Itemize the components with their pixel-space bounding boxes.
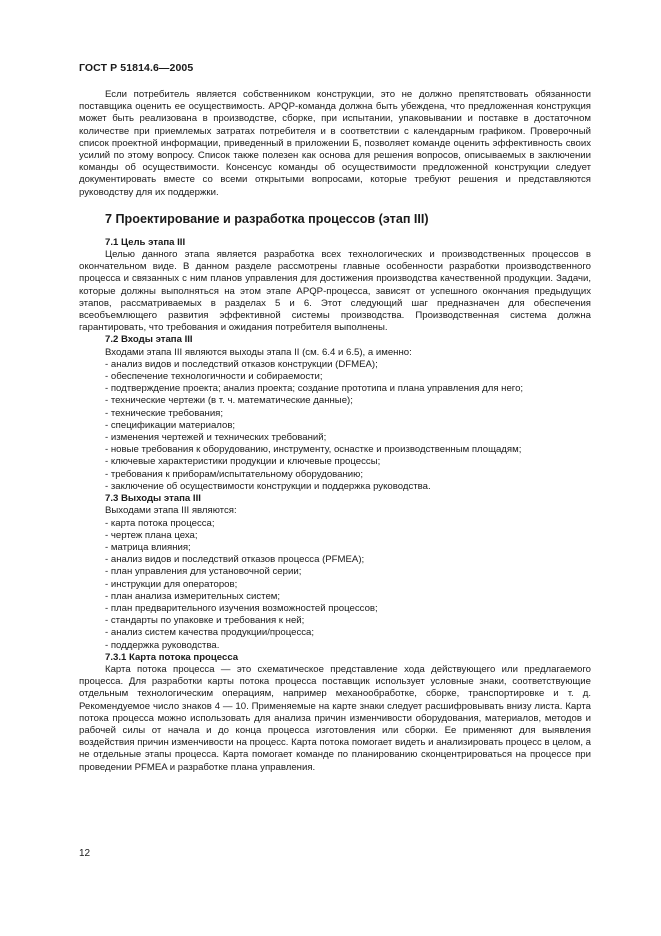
list-item: - обеспечение технологичности и собираемости; <box>105 371 323 383</box>
section-7-3-1-text: Карта потока процесса — это схематическое представление хода действующего или предлагаемого процесса. Для разработки карты потока процесса поставщик использует условные знаки, соответствующие отдельным технологическим операциям, например механообработке, сборке, транспортировке и т. д. Рекомендуемое число знаков 4 — 10. Применяемые на карте знаки следует расшифровывать внизу листа. Карта потока процесса можно использовать для анализа причин изменчивости оборудования, материалов, методов и рабочей силы от начала и до конца процесса изготовления или сборки. Ее применяют для выявления воздействия причин изменчивости на процесс. Карта потока помогает видеть и анализировать процесс в целом, а не отдельные этапы процесса. Карта помогает команде по планированию сконцентрироваться на процессе при проведении PFMEA и разработке плана управления. <box>79 663 591 773</box>
list-item: - технические требования; <box>105 407 224 419</box>
section-7-3-1-heading: 7.3.1 Карта потока процесса <box>105 651 239 663</box>
list-item: - план управления для установочной серии; <box>105 566 302 578</box>
list-item: - заключение об осуществимости конструкции и поддержка руководства. <box>105 480 431 492</box>
list-item: - чертеж плана цеха; <box>105 529 198 541</box>
document-body <box>79 89 591 774</box>
list-item: - технические чертежи (в т. ч. математические данные); <box>105 395 353 407</box>
section-7-title: 7 Проектирование и разработка процессов (этап III) <box>105 211 429 226</box>
section-7-2-lead: Входами этапа III являются выходы этапа II (см. 6.4 и 6.5), а именно: <box>105 346 412 358</box>
list-item: - инструкции для операторов; <box>105 578 238 590</box>
list-item: - анализ видов и последствий отказов процесса (PFMEA); <box>105 554 365 566</box>
list-item: - план предварительного изучения возможностей процессов; <box>105 602 378 614</box>
section-7-1-text: Целью данного этапа является разработка всех технологических и производственных процессов в окончательном виде. В данном разделе рассмотрены главные особенности разработки производственного процесса и связанных с ним планов управления для достижения производства качественной продукции. Задачи, которые должны выполняться на этом этапе APQP-процесса, зависят от успешного окончания предыдущих этапов, рассматриваемых в разделах 5 и 6. Этот следующий шаг предназначен для обеспечения всеобъемлющего развития эффективной системы производства. Производственная система должна гарантировать, что требования и ожидания потребителя выполнены. <box>79 249 591 334</box>
intro-paragraph: Если потребитель является собственником конструкции, это не должно препятствовать обязанности поставщика оценить ее осуществимость. APQP-команда должна быть убеждена, что предложенная конструкция может быть реализована в производстве, сборке, при испытании, упаковывании и поставке в достаточном количестве при приемлемых затратах потребителя и в соответствии с календарным графиком. Проверочный список проектной информации, приведенный в приложении Б, позволяет команде оценить эффективность своих усилий по этому вопросу. Список также полезен как основа для решения вопросов, описываемых в заключении команды об осуществимости. Консенсус команды об осуществимости предложенной конструкции следует документировать вместе со всеми открытыми вопросами, которые требуют решения и представляются руководству для их поддержки. <box>79 89 591 198</box>
page-number: 12 <box>79 848 91 859</box>
list-item: - карта потока процесса; <box>105 517 215 529</box>
list-item: - подтверждение проекта; анализ проекта; создание прототипа и плана управления для него; <box>105 383 524 395</box>
inputs-list <box>79 359 591 493</box>
list-item: - ключевые характеристики продукции и ключевые процессы; <box>105 456 381 468</box>
section-7-2-heading: 7.2 Входы этапа III <box>105 334 193 346</box>
list-item: - матрица влияния; <box>105 541 191 553</box>
document-header: ГОСТ Р 51814.6—2005 <box>79 62 194 74</box>
list-item: - спецификации материалов; <box>105 419 236 431</box>
section-7-1-heading: 7.1 Цель этапа III <box>105 236 186 248</box>
list-item: - поддержка руководства. <box>105 639 220 651</box>
list-item: - анализ видов и последствий отказов конструкции (DFMEA); <box>105 358 378 370</box>
list-item: - новые требования к оборудованию, инструменту, оснастке и производственным площадям; <box>105 444 522 456</box>
list-item: - стандарты по упаковке и требования к ней; <box>105 615 305 627</box>
list-item: - план анализа измерительных систем; <box>105 590 281 602</box>
section-7-3-lead: Выходами этапа III являются: <box>105 505 237 517</box>
list-item: - анализ систем качества продукции/процесса; <box>105 627 315 639</box>
section-7-3-heading: 7.3 Выходы этапа III <box>105 493 201 505</box>
list-item: - изменения чертежей и технических требований; <box>105 432 327 444</box>
outputs-list <box>79 518 591 652</box>
list-item: - требования к приборам/испытательному оборудованию; <box>105 468 364 480</box>
